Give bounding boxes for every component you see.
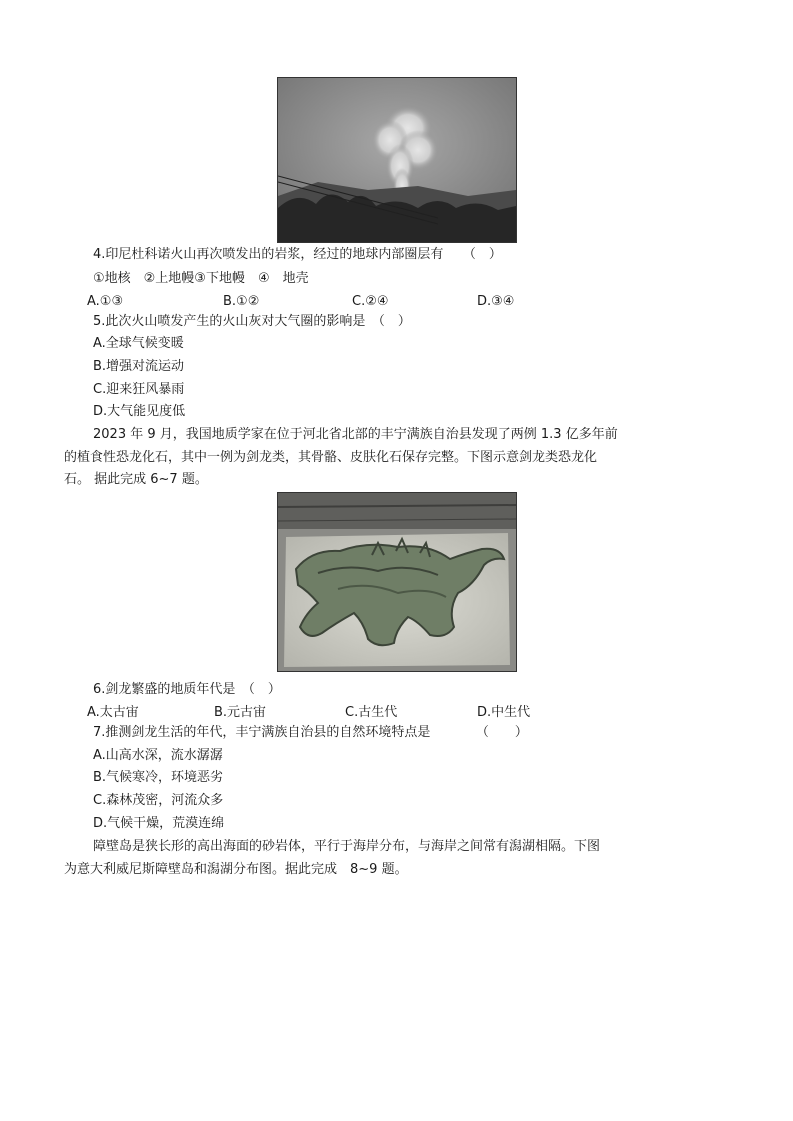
passage-dino-line3: 石。 据此完成 6~7 题。 xyxy=(64,472,208,487)
q4-option-d: D.③④ xyxy=(477,294,515,309)
q7-option-c: C.森林茂密，河流众多 xyxy=(93,793,224,808)
q6-option-b: B.元古宙 xyxy=(214,705,267,720)
q6-option-d: D.中生代 xyxy=(477,705,531,720)
passage-island-line2: 为意大利威尼斯障壁岛和潟湖分布图。据此完成 8~9 题。 xyxy=(64,862,408,877)
q6-option-a: A.太古宙 xyxy=(87,705,139,720)
q4-option-c: C.②④ xyxy=(352,294,389,309)
volcano-eruption-photo xyxy=(277,77,517,243)
q6-option-c: C.古生代 xyxy=(345,705,398,720)
q6-stem: 6.剑龙繁盛的地质年代是 （ ） xyxy=(93,682,281,697)
q5-stem: 5.此次火山喷发产生的火山灰对大气圈的影响是 （ ） xyxy=(93,314,411,329)
q7-option-a: A.山高水深，流水潺潺 xyxy=(93,748,223,763)
q5-option-b: B.增强对流运动 xyxy=(93,359,185,374)
stegosaur-fossil-photo xyxy=(277,492,517,672)
q5-option-a: A.全球气候变暖 xyxy=(93,336,184,351)
passage-dino-line2: 的植食性恐龙化石，其中一例为剑龙类，其骨骼、皮肤化石保存完整。下图示意剑龙类恐龙化 xyxy=(64,450,598,465)
q4-option-a: A.①③ xyxy=(87,294,124,309)
q7-option-d: D.气候干燥，荒漠连绵 xyxy=(93,816,225,831)
passage-dino-line1: 2023 年 9 月，我国地质学家在位于河北省北部的丰宁满族自治县发现了两例 1.3 亿多年前 xyxy=(93,427,618,442)
q4-items: ①地核 ②上地幔③下地幔 ④ 地壳 xyxy=(93,271,309,286)
q4-option-b: B.①② xyxy=(223,294,260,309)
q5-option-d: D.大气能见度低 xyxy=(93,404,186,419)
q5-option-c: C.迎来狂风暴雨 xyxy=(93,382,185,397)
q7-stem: 7.推测剑龙生活的年代，丰宁满族自治县的自然环境特点是 （ ） xyxy=(93,725,528,740)
q4-stem: 4.印尼杜科诺火山再次喷发出的岩浆，经过的地球内部圈层有 （ ） xyxy=(93,247,502,262)
q7-option-b: B.气候寒冷，环境恶劣 xyxy=(93,770,224,785)
passage-island-line1: 障壁岛是狭长形的高出海面的砂岩体，平行于海岸分布，与海岸之间常有潟湖相隔。下图 xyxy=(93,839,601,854)
